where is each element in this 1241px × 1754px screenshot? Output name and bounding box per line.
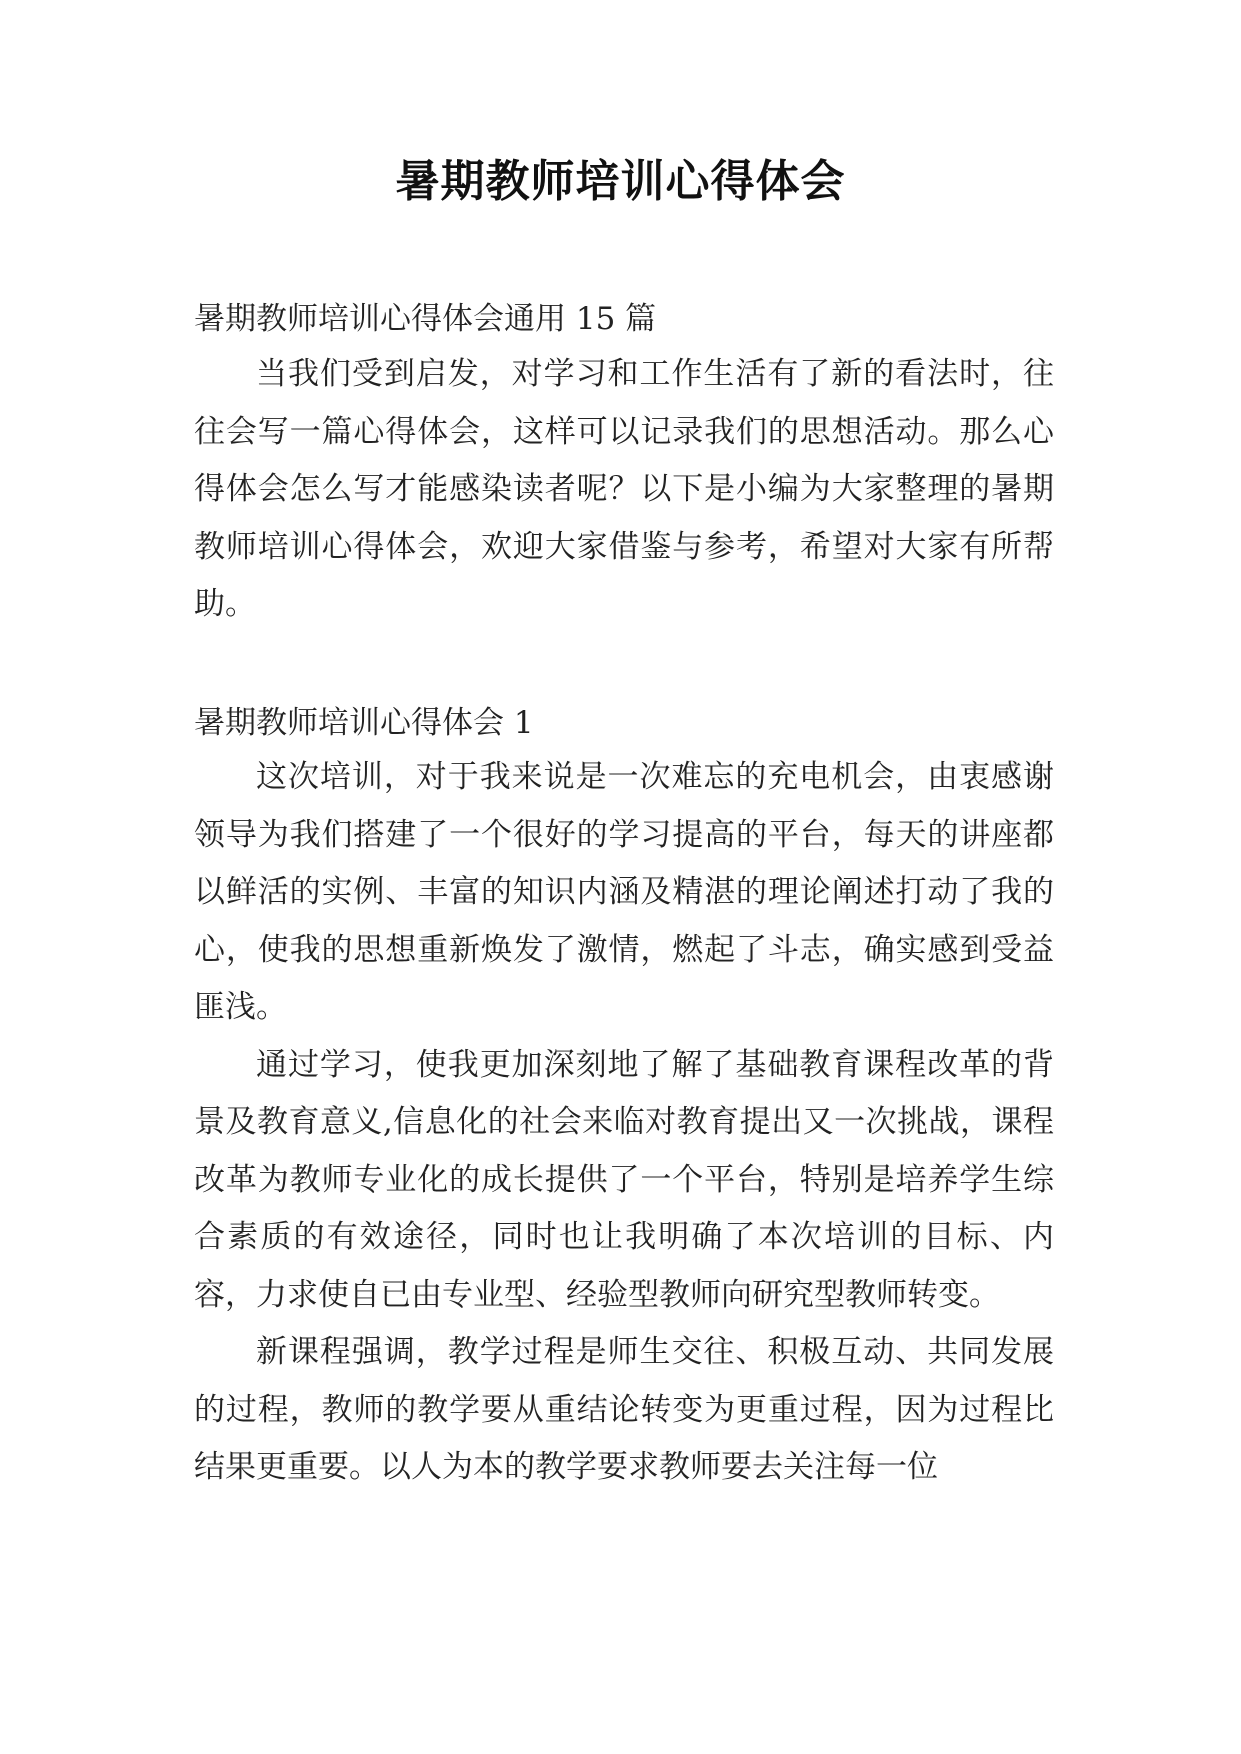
section-paragraph-2: 通过学习，使我更加深刻地了解了基础教育课程改革的背景及教育意义,信息化的社会来临对教育提出又一次挑战，课程改革为教师专业化的成长提供了一个平台，特别是培养学生综合素质的有效途径，同时也让我明确了本次培训的目标、内容，力求使自已由专业型、经验型教师向研究型教师转变。 xyxy=(194,1046,1054,1313)
section-body xyxy=(194,749,1054,1497)
intro-paragraph-block xyxy=(194,346,1054,634)
intro-paragraph: 当我们受到启发，对学习和工作生活有了新的看法时，往往会写一篇心得体会，这样可以记录我们的思想活动。那么心得体会怎么写才能感染读者呢？以下是小编为大家整理的暑期教师培训心得体会，欢迎大家借鉴与参考，希望对大家有所帮助。 xyxy=(194,356,1054,622)
section-paragraph-3: 新课程强调，教学过程是师生交往、积极互动、共同发展的过程，教师的教学要从重结论转变为更重过程，因为过程比结果更重要。以人为本的教学要求教师要去关注每一位 xyxy=(194,1334,1054,1485)
section-heading xyxy=(194,695,1054,753)
document-subtitle xyxy=(194,291,1054,349)
document-title: 暑期教师培训心得体会 xyxy=(395,156,846,207)
subtitle-text: 暑期教师培训心得体会通用 15 篇 xyxy=(194,301,657,337)
section-paragraph-1: 这次培训，对于我来说是一次难忘的充电机会，由衷感谢领导为我们搭建了一个很好的学习提高的平台，每天的讲座都以鲜活的实例、丰富的知识内涵及精湛的理论阐述打动了我的心，使我的思想重新焕发了激情，燃起了斗志，确实感到受益匪浅。 xyxy=(194,759,1054,1025)
section-heading-text: 暑期教师培训心得体会 1 xyxy=(194,705,534,741)
